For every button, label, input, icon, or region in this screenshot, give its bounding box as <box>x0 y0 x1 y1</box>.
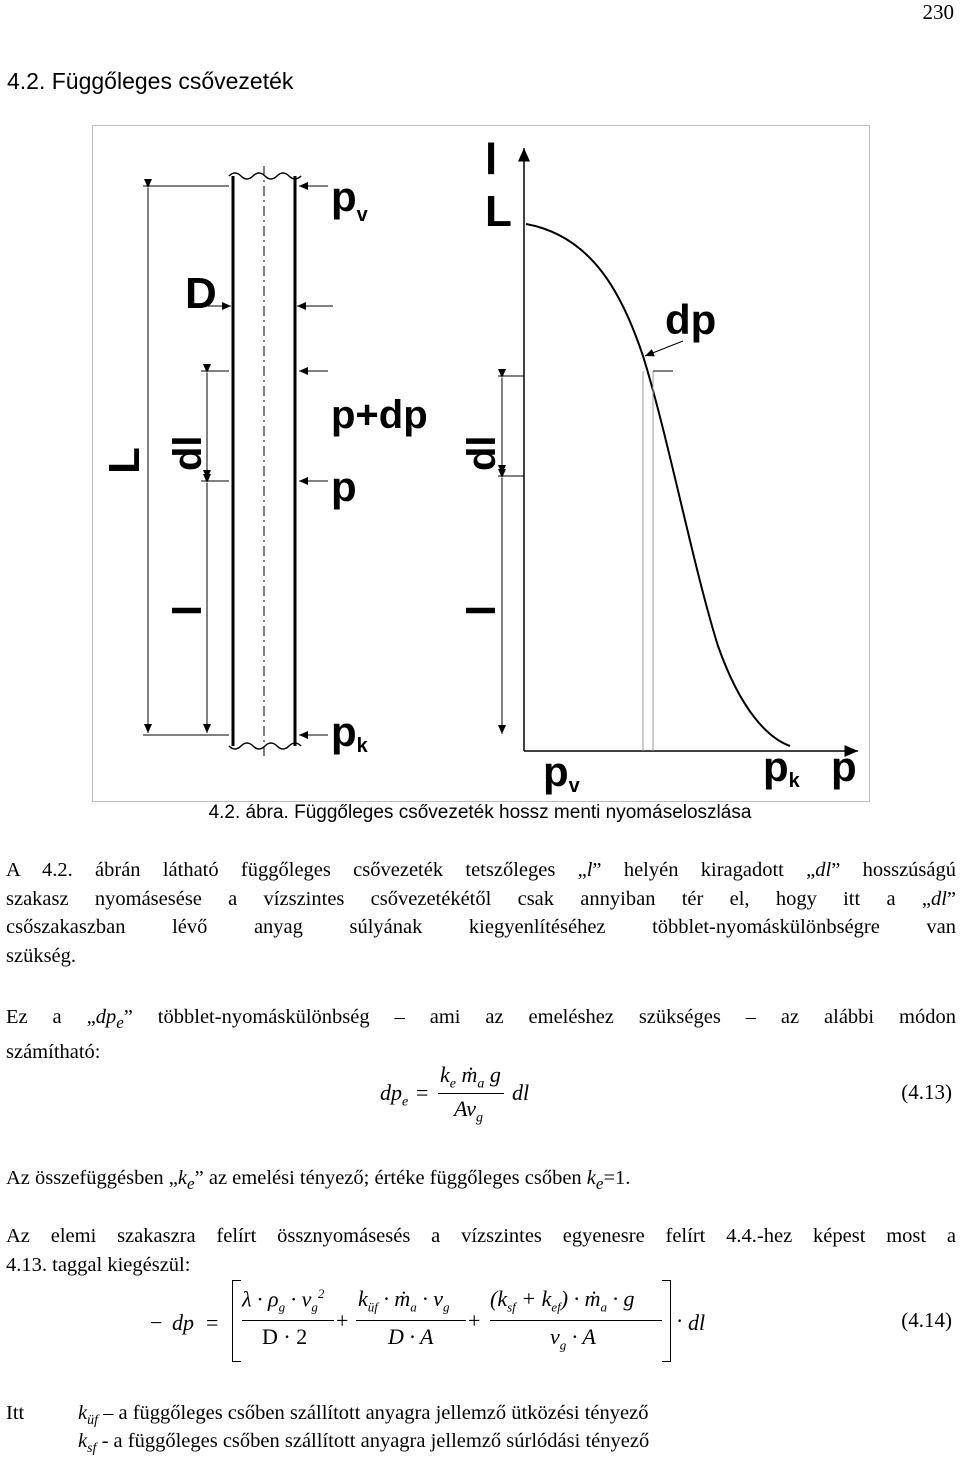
label-pk: pk <box>331 708 368 757</box>
definition-k-uf: $k_{üf}$ – a függőleges csőben szállított anyagra jellemző ütközési tényező <box>78 1402 649 1429</box>
paragraph-4: Az elemi szakaszra felírt össznyomásesés a vízszintes egyenesre felírt 4.4.-hez képest most a 4.13. taggal kiegészül: <box>6 1225 956 1276</box>
right-label-l2: l <box>460 604 504 616</box>
axis-label-pv: pv <box>543 748 580 797</box>
label-l: l <box>166 604 210 616</box>
pressure-curve-chart <box>498 148 858 751</box>
label-dl: dl <box>166 435 210 471</box>
right-label-L: L <box>485 187 512 236</box>
label-D: D <box>185 269 217 318</box>
page-number: 230 <box>922 0 954 24</box>
equation-number-4-13: (4.13) <box>901 1080 952 1104</box>
figure-4-2 <box>92 125 870 802</box>
label-p: p <box>331 463 357 510</box>
right-label-dl: dl <box>460 435 504 471</box>
axis-label-p: p <box>831 743 857 790</box>
equation-number-4-14: (4.14) <box>901 1308 952 1332</box>
section-title: 4.2. Függőleges csővezeték <box>7 68 294 94</box>
definition-k-sf: $k_{sf}$ - a függőleges csőben szállított anyagra jellemző súrlódási tényező <box>78 1430 650 1457</box>
right-label-dp: dp <box>665 296 717 343</box>
definitions-itt: Itt <box>6 1402 25 1424</box>
label-pv: $p_v$ <box>331 173 368 226</box>
right-label-l: l <box>485 135 498 184</box>
paragraph-2: Ez a $„dp_e$” többlet-nyomáskülönbség – ami az emeléshez szükséges – az alábbi módon számítható: <box>6 1006 956 1063</box>
figure-caption: 4.2. ábra. Függőleges csővezeték hossz menti nyomáseloszlása <box>208 802 752 823</box>
paragraph-3: Az összefüggésben $„k_e$” az emelési tényező; értéke függőleges csőben $k_e=1$. <box>6 1167 631 1194</box>
equation-4-14: − dp = $\lambda \cdot \rho_g \cdot v_g^2$ D · 2 + $k_{üf}$ · ṁ$_a$ · $v_g$ D · A + $(k_{sf} + k_{ef})$ · ṁ$_a$ · g $v_g \cdot A$ · dl <box>150 1280 720 1366</box>
label-p-plus-dp: p+dp <box>331 393 428 437</box>
axis-label-pk: pk <box>763 743 800 792</box>
paragraph-1: A 4.2. ábrán látható függőleges csővezeték tetszőleges „l” helyén kiragadott „dl” hosszúságú szakasz nyomásesése a vízszintes csővezetékétől csak annyiban tér el, hogy itt a „dl” csőszakaszban lévő anyag súlyának kiegyenlítéséhez többlet-nyomáskülönbségre van szükség. <box>6 859 956 967</box>
label-L: L <box>100 447 149 474</box>
equation-4-13: $dp_e$ = $k_e$ ṁ$_a$ g $Av_g$ dl <box>380 1062 530 1126</box>
